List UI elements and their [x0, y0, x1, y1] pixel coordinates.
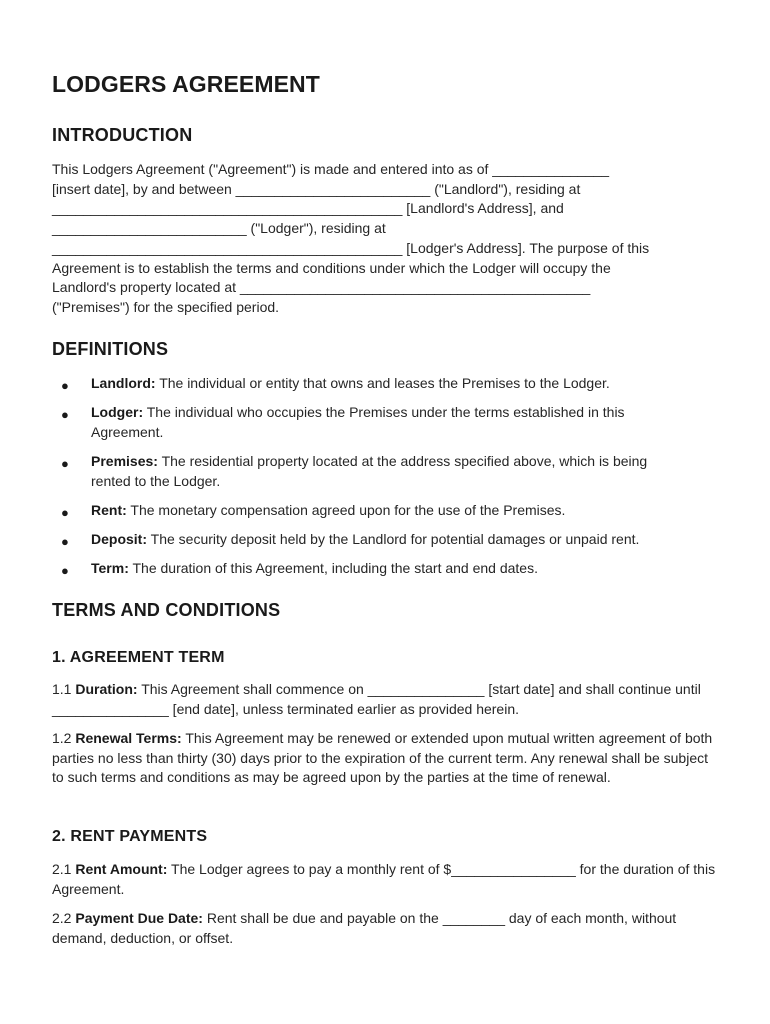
definition-text: The individual who occupies the Premises under the terms established in this Agreement.	[91, 404, 625, 440]
clause-number: 2.1	[52, 861, 72, 877]
bullet-icon: ●	[61, 534, 69, 550]
definitions-list	[52, 374, 690, 589]
list-item	[52, 501, 690, 521]
intro-line: _____________________________________________ [Lodger's Address]. The purpose of this	[52, 239, 650, 256]
section-agreement-term-heading: 1. AGREEMENT TERM	[52, 649, 225, 666]
intro-line: _________________________ ("Lodger"), residing at	[52, 220, 386, 237]
definition-term: Landlord:	[91, 375, 156, 391]
clause-text: This Agreement may be renewed or extended upon mutual written agreement of both parties no less than thirty (30) days prior to the expiration of the current term. Any renewal shall be subject to such terms and conditions as may be agreed upon by the parties at the time of renewal.	[52, 730, 713, 786]
clause-number: 1.2	[52, 730, 72, 746]
introduction-heading: INTRODUCTION	[52, 125, 193, 145]
intro-line: This Lodgers Agreement ("Agreement") is made and entered into as of _______________	[52, 161, 610, 177]
bullet-icon: ●	[61, 505, 69, 521]
list-item	[52, 530, 690, 550]
definition-text: The individual or entity that owns and leases the Premises to the Lodger.	[159, 375, 610, 391]
bullet-icon: ●	[61, 456, 69, 472]
definition-term: Premises:	[91, 453, 158, 470]
section-rent-payments-heading: 2. RENT PAYMENTS	[52, 828, 208, 845]
terms-heading: TERMS AND CONDITIONS	[52, 600, 281, 620]
clause-label: Duration:	[75, 681, 138, 697]
intro-line: _____________________________________________ [Landlord's Address], and	[52, 200, 564, 217]
definition-term: Deposit:	[91, 531, 147, 548]
document-title: LODGERS AGREEMENT	[52, 71, 320, 97]
list-item	[52, 403, 690, 442]
definition-text: The security deposit held by the Landlord for potential damages or unpaid rent.	[150, 531, 640, 548]
definition-text: The residential property located at the address specified above, which is being rented to the Lodger.	[91, 453, 648, 489]
clause-label: Rent Amount:	[75, 861, 168, 877]
definition-term: Lodger:	[91, 404, 144, 421]
clause-number: 2.2	[52, 910, 72, 926]
intro-line: [insert date], by and between _________________________ ("Landlord"), residing at	[52, 180, 581, 197]
clause-label: Renewal Terms:	[75, 730, 182, 746]
definition-text: The monetary compensation agreed upon for the use of the Premises.	[130, 502, 566, 519]
clause-1-2	[52, 729, 718, 788]
clause-label: Payment Due Date:	[75, 910, 203, 926]
definitions-heading: DEFINITIONS	[52, 339, 169, 359]
list-item	[52, 452, 690, 491]
intro-line: Landlord's property located at _____________________________________________	[52, 279, 591, 296]
clause-text: Rent shall be due and payable on the ________ day of each month, without demand, deduction, or offset.	[52, 910, 677, 946]
intro-line: Agreement is to establish the terms and conditions under which the Lodger will occupy the	[52, 259, 611, 276]
clause-2-2	[52, 909, 718, 948]
definition-text: The duration of this Agreement, including the start and end dates.	[132, 560, 538, 577]
clause-text: This Agreement shall commence on _______________ [start date] and shall continue until _______________ [end date], unless terminated earlier as provided herein.	[52, 681, 701, 717]
clause-1-1	[52, 680, 718, 719]
introduction-paragraph	[52, 160, 718, 318]
intro-line: ("Premises") for the specified period.	[52, 298, 280, 315]
clause-2-1	[52, 860, 718, 899]
definition-term: Rent:	[91, 502, 127, 519]
list-item	[52, 374, 690, 394]
list-item	[52, 559, 690, 579]
definition-term: Term:	[91, 560, 129, 577]
clause-text: The Lodger agrees to pay a monthly rent of $________________ for the duration of this Agreement.	[52, 861, 716, 897]
bullet-icon: ●	[61, 563, 69, 579]
clause-number: 1.1	[52, 681, 72, 697]
bullet-icon: ●	[61, 407, 69, 423]
bullet-icon: ●	[61, 378, 69, 393]
